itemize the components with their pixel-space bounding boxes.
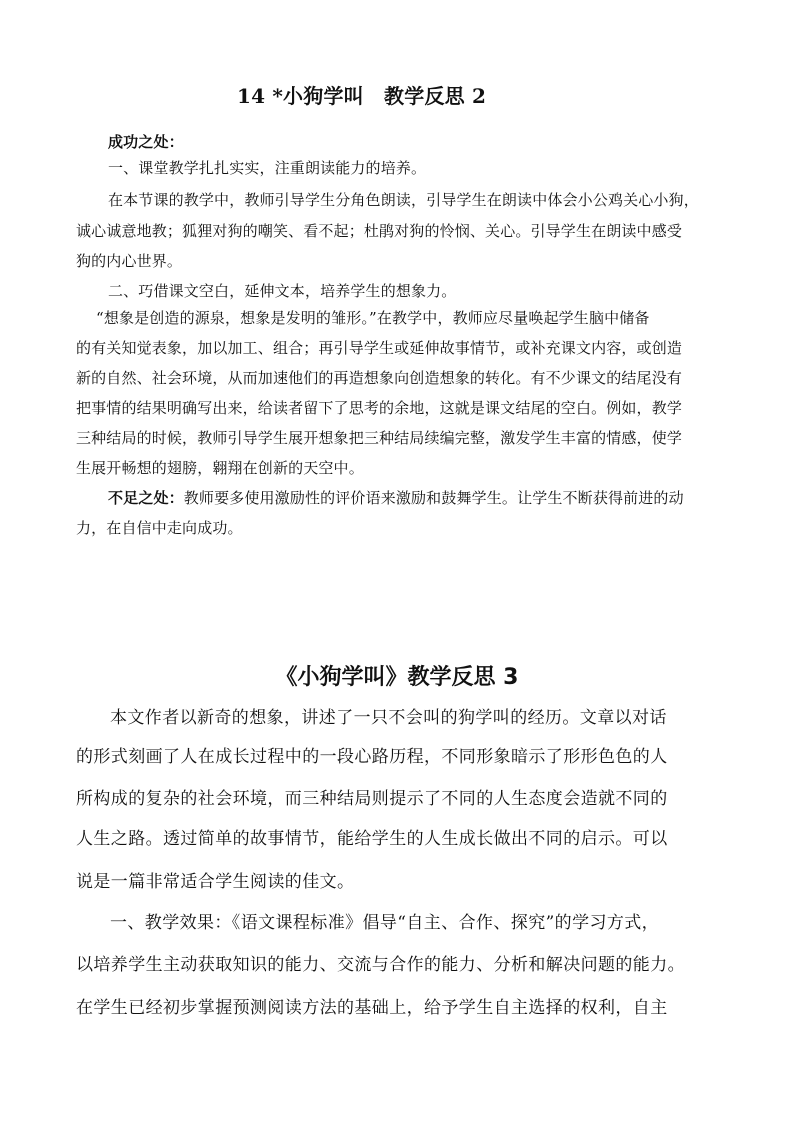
point2-line-6: 生展开畅想的翅膀，翱翔在创新的天空中。: [76, 459, 364, 477]
section2-line-2: 的形式刻画了人在成长过程中的一段心路历程，不同形象暗示了形形色色的人: [76, 747, 668, 767]
point1-line-2: 诚心诚意地教；狐狸对狗的嘲笑、看不起；杜鹃对狗的怜悯、关心。引导学生在朗读中感受: [76, 222, 683, 240]
point1-line-1: 在本节课的教学中，教师引导学生分角色朗读，引导学生在朗读中体会小公鸡关心小狗，: [108, 191, 699, 209]
point2-heading: 二、巧借课文空白，延伸文本，培养学生的想象力。: [108, 282, 457, 300]
section1-title: 14 *小狗学叫 教学反思 2: [237, 84, 487, 108]
point2-line-1: “想象是创造的源泉，想象是发明的雏形。”在教学中，教师应尽量唤起学生脑中储备: [96, 309, 650, 327]
section2-line-3: 所构成的复杂的社会环境，而三种结局则提示了不同的人生态度会造就不同的: [76, 789, 668, 809]
section2-line-1: 本文作者以新奇的想象，讲述了一只不会叫的狗学叫的经历。文章以对话: [110, 708, 667, 728]
section2-line-8: 在学生已经初步掌握预测阅读方法的基础上，给予学生自主选择的权利，自主: [76, 998, 668, 1018]
section2-title: 《小狗学叫》教学反思 3: [275, 665, 519, 690]
point2-line-4: 把事情的结果明确写出来，给读者留下了思考的余地，这就是课文结尾的空白。例如，教学: [76, 399, 683, 417]
section2-line-4: 人生之路。透过简单的故事情节，能给学生的人生成长做出不同的启示。可以: [76, 829, 668, 849]
point1-heading: 一、课堂教学扎扎实实，注重朗读能力的培养。: [108, 159, 427, 177]
point2-line-5: 三种结局的时候，教师引导学生展开想象把三种结局续编完整，激发学生丰富的情感，使学: [76, 429, 683, 447]
shortcoming-label: 不足之处：: [108, 489, 184, 507]
section2-line-5: 说是一篇非常适合学生阅读的佳文。: [76, 872, 355, 892]
shortcoming-text: 教师要多使用激励性的评价语来激励和鼓舞学生。让学生不断获得前进的动: [183, 489, 684, 507]
success-heading: 成功之处：: [108, 133, 184, 151]
point1-line-3: 狗的内心世界。: [76, 252, 183, 270]
point2-line-2: 的有关知觉表象，加以加工、组合；再引导学生或延伸故事情节，或补充课文内容，或创造: [76, 339, 683, 357]
section2-line-6: 一、教学效果：《语文课程标准》倡导“自主、合作、探究”的学习方式，: [110, 913, 660, 933]
shortcoming-line-2: 力，在自信中走向成功。: [76, 519, 243, 537]
shortcoming-line-1: [108, 488, 768, 508]
section2-line-7: 以培养学生主动获取知识的能力、交流与合作的能力、分析和解决问题的能力。: [76, 955, 685, 975]
point2-line-3: 新的自然、社会环境，从而加速他们的再造想象向创造想象的转化。有不少课文的结尾没有: [76, 369, 683, 387]
